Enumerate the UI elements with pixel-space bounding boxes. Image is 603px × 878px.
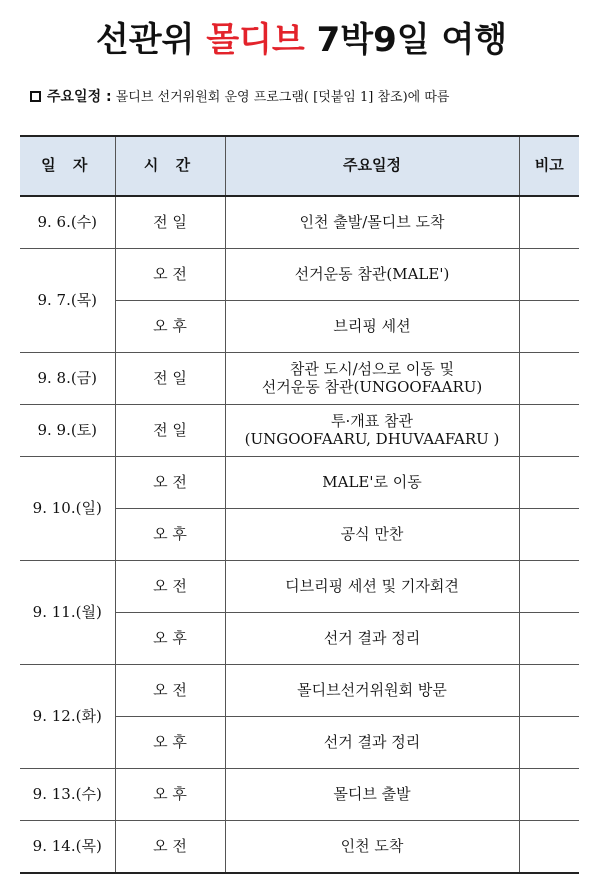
title-highlight: 몰디브 xyxy=(206,20,305,60)
itinerary-table xyxy=(20,135,579,874)
header-note: 비고 xyxy=(519,136,579,196)
row-date: 9. 9.(토) xyxy=(20,405,115,457)
row-schedule: 인천 도착 xyxy=(225,821,519,874)
row-schedule: 인천 출발/몰디브 도착 xyxy=(225,196,519,249)
row-time: 전 일 xyxy=(115,196,225,249)
row-note xyxy=(519,509,579,561)
row-date: 9. 7.(목) xyxy=(20,249,115,353)
row-schedule: 브리핑 세션 xyxy=(225,301,519,353)
row-note xyxy=(519,353,579,405)
row-date: 9. 14.(목) xyxy=(20,821,115,874)
row-time: 오 전 xyxy=(115,821,225,874)
row-note xyxy=(519,196,579,249)
row-time: 오 후 xyxy=(115,769,225,821)
table-row xyxy=(20,249,579,301)
table-row xyxy=(20,457,579,509)
row-date: 9. 11.(월) xyxy=(20,561,115,665)
row-date: 9. 6.(수) xyxy=(20,196,115,249)
schedule-note-text: 몰디브 선거위원회 운영 프로그램( [덧붙임 1] 참조)에 따름 xyxy=(111,90,450,105)
header-time: 시 간 xyxy=(115,136,225,196)
row-time: 오 전 xyxy=(115,249,225,301)
checkbox-square-icon xyxy=(30,91,41,102)
row-time: 오 후 xyxy=(115,717,225,769)
row-time: 오 후 xyxy=(115,301,225,353)
schedule-note xyxy=(30,86,590,106)
row-note xyxy=(519,717,579,769)
row-time: 오 후 xyxy=(115,613,225,665)
table-row xyxy=(20,405,579,457)
table-row xyxy=(20,196,579,249)
row-schedule: 몰디브 출발 xyxy=(225,769,519,821)
row-schedule: 공식 만찬 xyxy=(225,509,519,561)
row-time: 오 후 xyxy=(115,509,225,561)
row-schedule: 디브리핑 세션 및 기자회견 xyxy=(225,561,519,613)
row-note xyxy=(519,665,579,717)
row-note xyxy=(519,769,579,821)
row-date: 9. 12.(화) xyxy=(20,665,115,769)
row-note xyxy=(519,457,579,509)
row-note xyxy=(519,561,579,613)
row-schedule: 참관 도시/섬으로 이동 및 선거운동 참관(UNGOOFAARU) xyxy=(225,353,519,405)
title-prefix: 선관위 xyxy=(95,20,207,60)
header-schedule: 주요일정 xyxy=(225,136,519,196)
row-note xyxy=(519,613,579,665)
row-date: 9. 8.(금) xyxy=(20,353,115,405)
row-date: 9. 13.(수) xyxy=(20,769,115,821)
row-schedule: 선거 결과 정리 xyxy=(225,717,519,769)
page-title xyxy=(0,12,603,61)
header-date: 일 자 xyxy=(20,136,115,196)
row-schedule: 선거운동 참관(MALE') xyxy=(225,249,519,301)
table-row xyxy=(20,821,579,874)
row-schedule: 선거 결과 정리 xyxy=(225,613,519,665)
row-time: 오 전 xyxy=(115,665,225,717)
table-header-row xyxy=(20,136,579,196)
table-row xyxy=(20,769,579,821)
table-row xyxy=(20,353,579,405)
row-time: 전 일 xyxy=(115,405,225,457)
row-schedule: MALE'로 이동 xyxy=(225,457,519,509)
row-note xyxy=(519,249,579,301)
row-note xyxy=(519,405,579,457)
schedule-note-label: 주요일정 : xyxy=(47,89,112,105)
table-row xyxy=(20,665,579,717)
row-note xyxy=(519,821,579,874)
row-time: 오 전 xyxy=(115,457,225,509)
table-row xyxy=(20,561,579,613)
row-note xyxy=(519,301,579,353)
row-schedule: 몰디브선거위원회 방문 xyxy=(225,665,519,717)
title-suffix: 7박9일 여행 xyxy=(304,20,508,60)
row-schedule: 투·개표 참관 (UNGOOFAARU, DHUVAAFARU ) xyxy=(225,405,519,457)
row-date: 9. 10.(일) xyxy=(20,457,115,561)
row-time: 전 일 xyxy=(115,353,225,405)
row-time: 오 전 xyxy=(115,561,225,613)
